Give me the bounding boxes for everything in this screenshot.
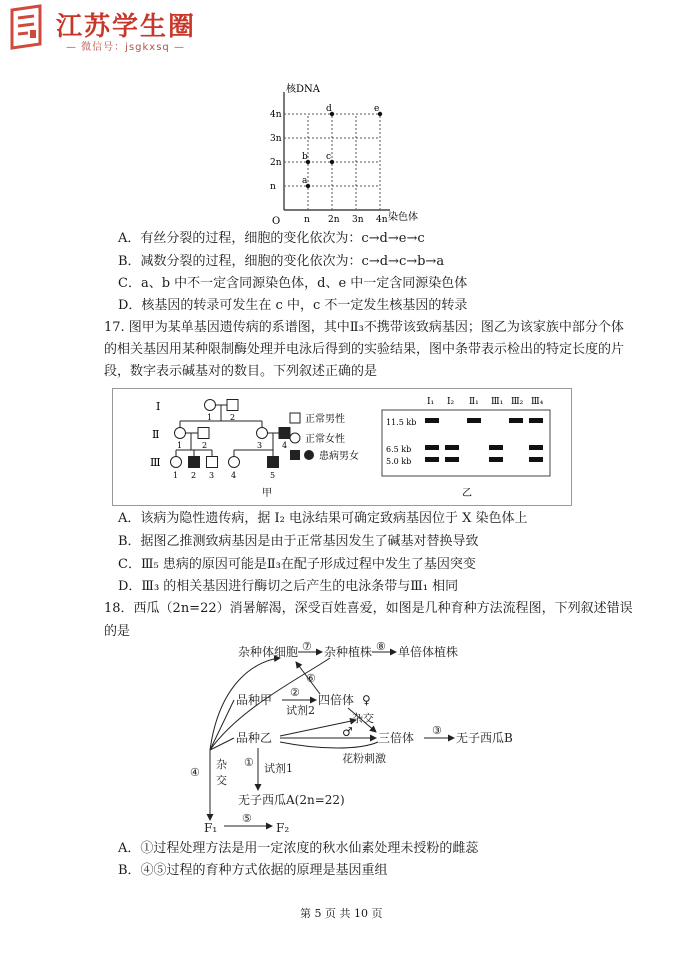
gel-band — [529, 418, 543, 423]
pedigree-II2-male — [198, 428, 209, 439]
legend-affected-female-icon — [304, 450, 314, 460]
q17-stem-2: 的相关基因用某种限制酶处理并电泳后得到的实验结果，图中条带表示检出的特定长度的片 — [104, 342, 625, 357]
gel-lane-label: Ⅲ₄ — [531, 397, 544, 407]
legend-affected-male-icon — [290, 450, 300, 460]
label-I1: 1 — [207, 413, 213, 422]
q18-stem-2: 的是 — [104, 624, 131, 639]
gel-band — [529, 457, 543, 462]
x-tick-label: 2n — [328, 215, 340, 225]
pedigree-I2-male — [227, 400, 238, 411]
site-logo — [6, 4, 46, 50]
gel-size-6-5: 6.5 kb — [386, 445, 412, 454]
chart-xlabel: 染色体 — [388, 212, 418, 223]
pollen-stimulation: 花粉刺激 — [342, 752, 386, 765]
x-tick-label: n — [304, 215, 310, 225]
q16-option-c: C．a、b 中不一定含同源染色体，d、e 中一定含同源染色体 — [118, 276, 468, 291]
reagent-1: 试剂1 — [264, 762, 293, 775]
label-II2: 2 — [202, 441, 208, 450]
gen-label-1: Ⅰ — [156, 400, 161, 413]
node-triploid: 三倍体 — [378, 731, 415, 745]
gel-size-11-5: 11.5 kb — [386, 418, 417, 427]
q17-stem-3: 段，数字表示碱基对的数目。下列叙述正确的是 — [104, 364, 378, 379]
step-2: ② — [290, 686, 300, 699]
y-tick-label: 2n — [270, 158, 282, 168]
pedigree-chart — [150, 400, 359, 500]
page-number: 第 5 页 共 10 页 — [300, 907, 383, 920]
pedigree-II1-female — [175, 428, 186, 439]
step-7: ⑦ — [302, 640, 312, 653]
data-point-label: c — [326, 152, 332, 162]
male-symbol: ♂ — [342, 725, 353, 739]
gel-band — [425, 445, 439, 450]
chart-ticks — [270, 110, 388, 225]
node-tetraploid: 四倍体 — [318, 693, 355, 707]
brand-subtitle: — 微信号：jsgkxsq — — [66, 42, 185, 53]
data-point-label: b — [302, 152, 308, 162]
q17-figure — [112, 388, 572, 506]
step-3: ③ — [432, 724, 442, 737]
gel-band — [467, 418, 481, 423]
reagent-2: 试剂2 — [286, 704, 315, 717]
gen-label-3: Ⅲ — [150, 456, 161, 469]
cross-label-2b: 交 — [216, 774, 227, 787]
q16-option-a: A．有丝分裂的过程，细胞的变化依次为：c→d→e→c — [118, 231, 425, 246]
label-III5: 5 — [270, 471, 276, 480]
cross-label-1: 杂交 — [352, 712, 374, 725]
y-tick-label: 3n — [270, 134, 282, 144]
gel-band — [489, 445, 503, 450]
node-seedless-b: 无子西瓜B — [456, 731, 513, 745]
gel-caption: 乙 — [462, 488, 472, 499]
label-III4: 4 — [231, 471, 237, 480]
x-tick-label: 3n — [352, 215, 364, 225]
gel-band — [529, 445, 543, 450]
q17-option-b: B．据图乙推测致病基因是由于正常基因发生了碱基对替换导致 — [118, 534, 479, 549]
gel-lane-label: Ⅰ₂ — [447, 397, 455, 407]
q17-option-d: D．Ⅲ₃ 的相关基因进行酶切之后产生的电泳条带与Ⅲ₁ 相同 — [118, 579, 459, 594]
pedigree-III4-female — [229, 457, 240, 468]
q18-stem-1: 18．西瓜（2n=22）消暑解渴，深受百姓喜爱，如图是几种育种方法流程图，下列叙述错误 — [104, 601, 633, 616]
x-tick-label: 4n — [376, 215, 388, 225]
label-III2: 2 — [191, 471, 197, 480]
label-III1: 1 — [173, 471, 179, 480]
chart-points — [302, 104, 382, 188]
node-hybrid-plant: 杂种植株 — [324, 645, 373, 659]
legend-normal-male-icon — [290, 413, 300, 423]
y-tick-label: n — [270, 182, 276, 192]
q17-option-a: A．该病为隐性遗传病，据 I₂ 电泳结果可确定致病基因位于 X 染色体上 — [118, 511, 528, 526]
gel-lane-label: Ⅱ₁ — [469, 397, 479, 407]
node-haploid-plant: 单倍体植株 — [398, 645, 459, 659]
step-8: ⑧ — [376, 640, 386, 653]
dna-chromosome-chart — [270, 78, 440, 228]
label-III3: 3 — [209, 471, 215, 480]
pedigree-II4-affected-male — [279, 428, 290, 439]
label-II1: 1 — [177, 441, 183, 450]
chart-ylabel: 核DNA — [286, 84, 320, 95]
gel-electrophoresis — [382, 397, 550, 499]
gel-band — [445, 445, 459, 450]
legend-normal-female: 正常女性 — [305, 434, 345, 445]
y-tick-label: 4n — [270, 110, 282, 120]
pedigree-III2-affected-male — [189, 457, 200, 468]
node-f2: F₂ — [276, 821, 290, 835]
pedigree-caption: 甲 — [262, 488, 272, 499]
gel-band — [489, 457, 503, 462]
node-variety-a: 品种甲 — [236, 693, 273, 707]
pedigree-III3-male — [207, 457, 218, 468]
data-point-label: d — [326, 104, 332, 114]
node-f1: F₁ — [204, 821, 218, 835]
q17-stem-1: 17. 图甲为某单基因遗传病的系谱图，其中Ⅱ₃不携带该致病基因；图乙为该家族中部分个体 — [104, 320, 624, 335]
gen-label-2: Ⅱ — [152, 428, 160, 441]
breeding-flow-diagram — [180, 638, 540, 836]
label-I2: 2 — [230, 413, 236, 422]
step-1: ① — [244, 756, 254, 769]
brand-name: 江苏学生圈 — [56, 12, 197, 42]
pedigree-I1-female — [205, 400, 216, 411]
step-6: ⑥ — [306, 672, 316, 685]
female-symbol: ♀ — [362, 693, 371, 707]
q18-option-b: B．④⑤过程的育种方式依据的原理是基因重组 — [118, 863, 388, 878]
q18-option-a: A．①过程处理方法是用一定浓度的秋水仙素处理未授粉的雌蕊 — [118, 841, 479, 856]
q16-option-d: D．核基因的转录可发生在 c 中，c 不一定发生核基因的转录 — [118, 298, 468, 313]
gel-size-5-0: 5.0 kb — [386, 457, 412, 466]
node-seedless-a: 无子西瓜A(2n=22) — [238, 793, 345, 807]
q17-option-c: C．Ⅲ₅ 患病的原因可能是Ⅱ₃在配子形成过程中发生了基因突变 — [118, 557, 476, 572]
gel-band — [425, 418, 439, 423]
legend-affected: 患病男女 — [319, 451, 359, 462]
node-variety-b: 品种乙 — [236, 731, 273, 745]
label-II3: 3 — [257, 441, 263, 450]
label-II4: 4 — [282, 441, 288, 450]
pedigree-III1-female — [171, 457, 182, 468]
pedigree-III5-affected-male — [268, 457, 279, 468]
data-point-label: e — [374, 104, 380, 114]
step-5: ⑤ — [242, 812, 252, 825]
data-point-label: a — [302, 176, 308, 186]
step-4: ④ — [190, 766, 200, 779]
gel-band — [445, 457, 459, 462]
legend-normal-female-icon — [290, 433, 300, 443]
gel-band — [509, 418, 523, 423]
pedigree-II3-female — [257, 428, 268, 439]
node-hybrid-cell: 杂种体细胞 — [238, 645, 299, 659]
gel-band — [425, 457, 439, 462]
gel-lane-label: Ⅲ₂ — [511, 397, 524, 407]
gel-lane-label: Ⅲ₁ — [491, 397, 504, 407]
gel-lane-label: Ⅰ₁ — [427, 397, 435, 407]
cross-label-2a: 杂 — [216, 758, 227, 771]
chart-origin: O — [272, 216, 281, 227]
q16-option-b: B．减数分裂的过程，细胞的变化依次为：c→d→c→b→a — [118, 254, 445, 269]
legend-normal-male: 正常男性 — [305, 414, 345, 425]
